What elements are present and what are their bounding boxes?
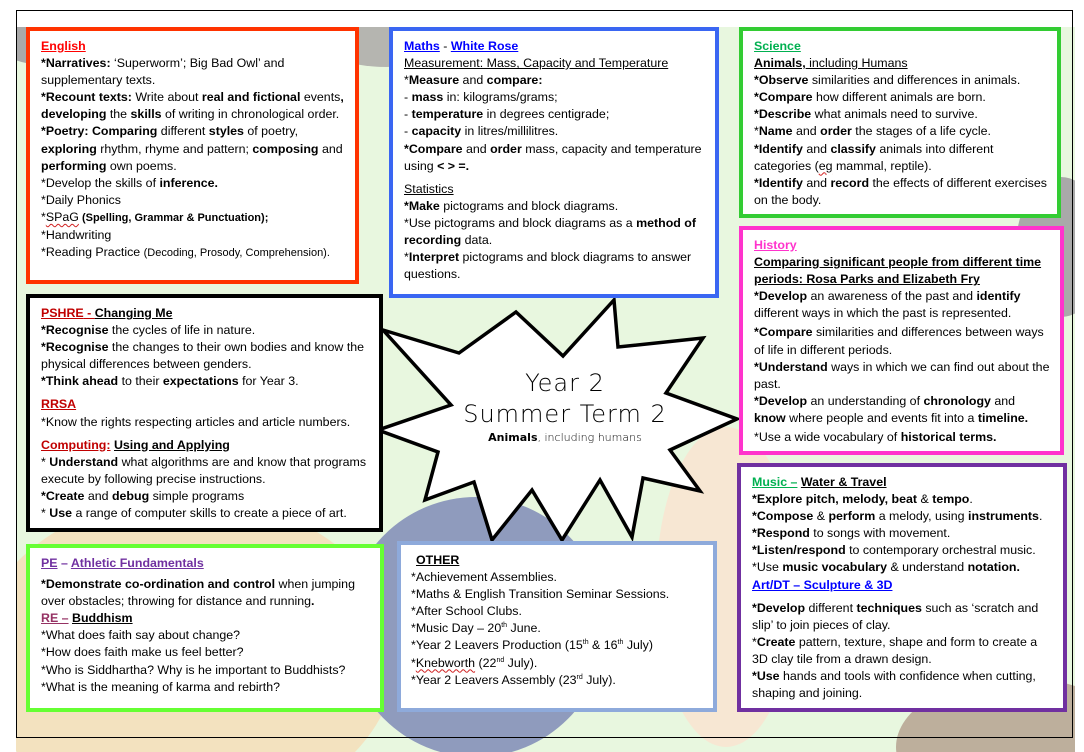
other-heading: OTHER [416, 553, 460, 567]
other-panel [397, 541, 717, 712]
music-listen: *Listen/respond to contemporary orchestral music. [752, 543, 1036, 558]
english-recount: *Recount texts: Write about real and fictional events, developing the skills of writing in chronological order. [41, 90, 344, 122]
other-assembly: *Year 2 Leavers Assembly (23rd July). [411, 672, 616, 687]
science-identify: *Identify and classify animals into different categories (eg mammal, reptile). [754, 141, 994, 173]
art-develop: *Develop different techniques such as ‘scratch and slip’ to join pieces of clay. [752, 600, 1039, 632]
title-term: Summer Term 2 [463, 400, 667, 428]
english-inference: *Develop the skills of inference. [41, 175, 219, 190]
english-reading: *Reading Practice (Decoding, Prosody, Comprehension). [41, 245, 330, 260]
art-heading: Art/DT – Sculpture & 3D [752, 577, 893, 592]
history-chronology: *Develop an understanding of chronology and know where people and events fit into a timeline. [754, 393, 1029, 425]
music-explore: *Explore pitch, melody, beat & tempo. [752, 492, 973, 507]
english-spag: *SPaG (Spelling, Grammar & Punctuation); [41, 209, 269, 224]
english-handwriting: *Handwriting [41, 228, 112, 243]
other-item: *Maths & English Transition Seminar Sessions. [411, 587, 670, 602]
science-record: *Identify and record the effects of different exercises on the body. [754, 175, 1047, 207]
rrsa-heading: RRSA [41, 397, 77, 412]
maths-interpret: *Interpret pictograms and block diagrams to answer questions. [404, 250, 692, 282]
re-question: *Who is Siddhartha? Why is he important to Buddhists? [41, 662, 346, 677]
history-develop: *Develop an awareness of the past and identify different ways in which the past is represented. [754, 289, 1021, 321]
history-subheading: Comparing significant people from different time periods: Rosa Parks and Elizabeth Fry [754, 255, 1042, 287]
music-art-panel [737, 463, 1067, 712]
music-compose: *Compose & perform a melody, using instruments. [752, 509, 1043, 524]
art-use: *Use hands and tools with confidence when cutting, shaping and joining. [752, 669, 1036, 701]
science-topic: Animals, including Humans [754, 56, 908, 71]
maths-use: *Use pictograms and block diagrams as a method of recording data. [404, 215, 696, 248]
english-heading: English [41, 39, 86, 53]
other-item: *After School Clubs. [411, 604, 522, 619]
music-vocabulary: *Use music vocabulary & understand notation. [752, 560, 1020, 575]
title-year: Year 2 [525, 369, 605, 397]
other-production: *Year 2 Leavers Production (15th & 16th July) [411, 638, 653, 653]
rrsa-text: *Know the rights respecting articles and article numbers. [41, 414, 351, 429]
title-topic: Animals, including humans [488, 431, 642, 444]
maths-measurement-heading: Measurement: Mass, Capacity and Temperature [404, 56, 669, 71]
maths-mass: - mass in: kilograms/grams; [404, 90, 558, 105]
maths-temperature: - temperature in degrees centigrade; [404, 107, 610, 122]
computing-understand: * Understand what algorithms are and know that programs execute by following precise instructions. [41, 454, 367, 486]
science-item: *Compare how different animals are born. [754, 90, 986, 105]
re-heading: RE – Buddhism [41, 611, 133, 626]
pshre-item: *Recognise the changes to their own bodies and know the physical differences between genders. [41, 340, 365, 372]
science-item: *Observe similarities and differences in animals. [754, 73, 1021, 88]
history-understand: *Understand ways in which we can find out about the past. [754, 359, 1050, 391]
music-respond: *Respond to songs with movement. [752, 526, 951, 541]
english-narratives: *Narratives: ‘Superworm’; Big Bad Owl’ and supplementary texts. [41, 56, 285, 88]
science-item: *Describe what animals need to survive. [754, 107, 978, 122]
re-question: *What does faith say about change? [41, 628, 241, 643]
computing-use: * Use a range of computer skills to create a piece of art. [41, 506, 347, 521]
maths-measure: *Measure and compare: [404, 73, 543, 88]
pshre-heading: PSHRE - Changing Me [41, 306, 173, 320]
maths-make: *Make pictograms and block diagrams. [404, 198, 619, 213]
art-create: *Create pattern, texture, shape and form to create a 3D clay tile from a drawn design. [752, 634, 1038, 666]
re-question: *What is the meaning of karma and rebirth? [41, 679, 280, 694]
maths-heading: Maths - White Rose [404, 39, 519, 53]
pshre-item: *Recognise the cycles of life in nature. [41, 323, 256, 338]
history-compare: *Compare similarities and differences between ways of life in different periods. [754, 325, 1044, 357]
pshre-think-ahead: *Think ahead to their expectations for Year 3. [41, 374, 299, 389]
science-panel [739, 27, 1061, 218]
pshre-panel [26, 294, 383, 532]
english-poetry: *Poetry: Comparing different styles of poetry, exploring rhythm, rhyme and pattern; composing and performing own poems. [41, 124, 343, 173]
other-music-day: *Music Day – 20th June. [411, 621, 541, 636]
re-question: *How does faith make us feel better? [41, 645, 244, 660]
music-heading: Music – Water & Travel [752, 475, 887, 489]
pe-demonstrate: *Demonstrate co-ordination and control when jumping over obstacles; throwing for distance and running. [41, 577, 355, 609]
maths-statistics-heading: Statistics [404, 181, 454, 196]
science-heading: Science [754, 39, 801, 53]
computing-heading: Computing: Using and Applying [41, 437, 230, 452]
history-panel [739, 226, 1064, 455]
computing-create: *Create and debug simple programs [41, 488, 245, 503]
maths-panel [389, 27, 719, 298]
english-phonics: *Daily Phonics [41, 192, 121, 207]
maths-capacity: - capacity in litres/millilitres. [404, 124, 559, 139]
history-vocabulary: *Use a wide vocabulary of historical terms. [754, 430, 997, 445]
history-heading: History [754, 238, 797, 252]
science-name-order: *Name and order the stages of a life cycle. [754, 124, 991, 139]
english-panel [26, 27, 359, 284]
other-knebworth: *Knebworth (22nd July). [411, 655, 538, 670]
other-item: *Achievement Assemblies. [411, 570, 558, 585]
maths-compare-order: *Compare and order mass, capacity and temperature using < > =. [404, 141, 702, 173]
title-block [450, 368, 680, 446]
pe-heading: PE – Athletic Fundamentals [41, 556, 204, 570]
pe-re-panel [26, 544, 384, 712]
